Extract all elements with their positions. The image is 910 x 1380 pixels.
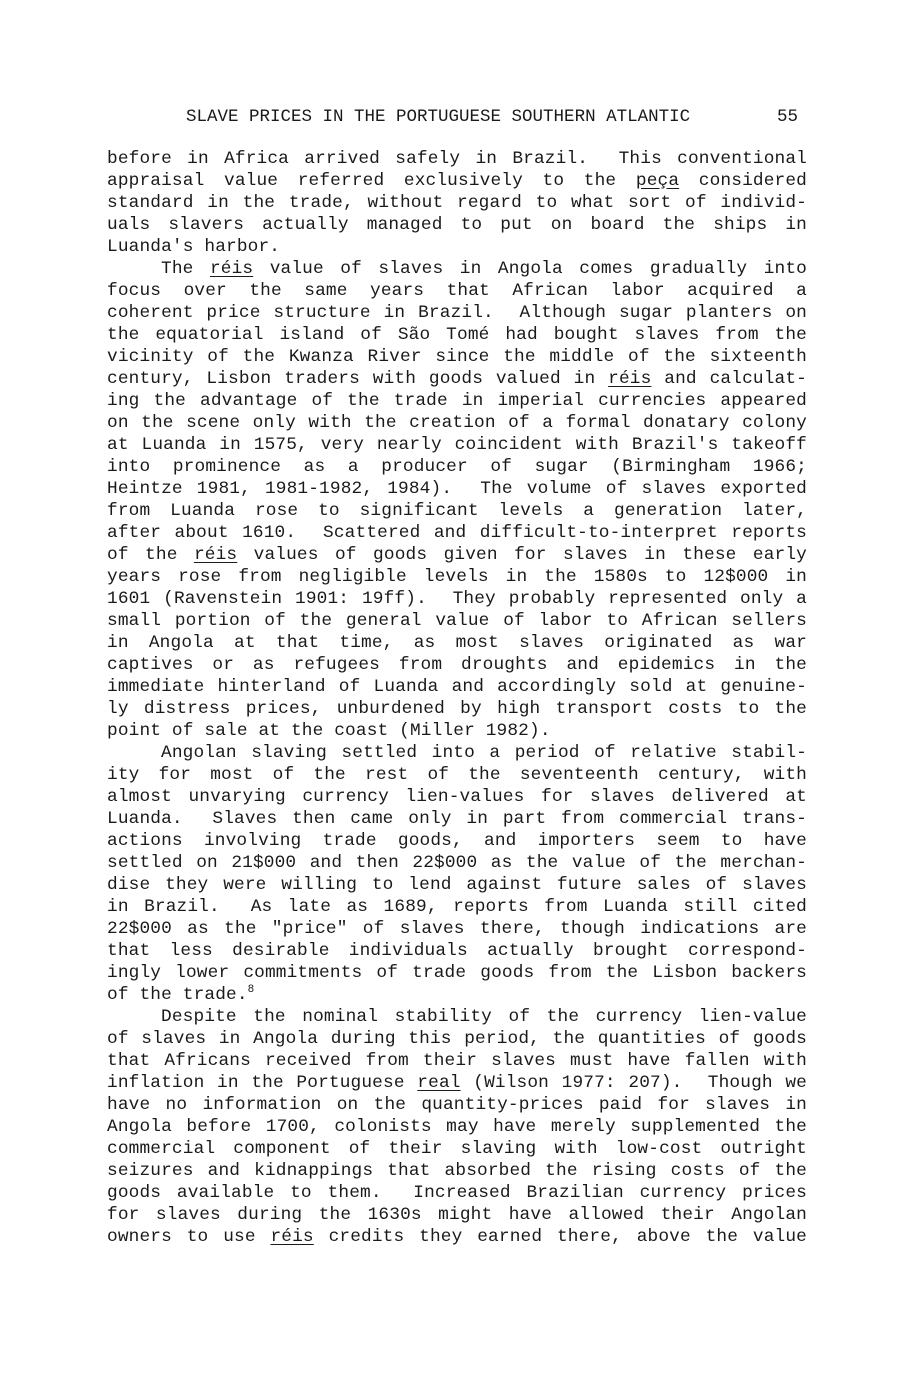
text-line [107, 390, 807, 412]
text-segment: ity for most of the rest of the seventeenth century, with [107, 765, 807, 785]
text-segment: point of sale at the coast (Miller 1982). [107, 721, 551, 741]
text-line [107, 1094, 807, 1116]
underlined-term: réis [270, 1227, 314, 1247]
text-segment: Despite the nominal stability of the currency lien-value [161, 1007, 807, 1027]
text-segment: (Wilson 1977: 207). Though we [460, 1073, 807, 1093]
text-line [107, 324, 807, 346]
text-line [107, 698, 807, 720]
text-segment: ly distress prices, unburdened by high transport costs to the [107, 699, 807, 719]
text-segment: on the scene only with the creation of a formal donatary colony [107, 413, 807, 433]
text-line [107, 1116, 807, 1138]
text-segment: into prominence as a producer of sugar (Birmingham 1966; [107, 457, 807, 477]
text-line [107, 1226, 807, 1248]
text-line [107, 280, 807, 302]
text-line [107, 676, 807, 698]
text-line [107, 786, 807, 808]
text-line [107, 566, 807, 588]
text-segment: actions involving trade goods, and importers seem to have [107, 831, 807, 851]
text-segment: The [161, 259, 210, 279]
text-segment: ing the advantage of the trade in imperial currencies appeared [107, 391, 807, 411]
text-line [107, 1028, 807, 1050]
text-line [107, 1204, 807, 1226]
text-segment: Heintze 1981, 1981-1982, 1984). The volume of slaves exported [107, 479, 807, 499]
text-line [107, 236, 807, 258]
underlined-term: réis [209, 259, 254, 279]
text-line [107, 808, 807, 830]
text-segment: seizures and kidnappings that absorbed the rising costs of the [107, 1161, 807, 1181]
text-line [107, 412, 807, 434]
underlined-term: réis [193, 545, 238, 565]
text-line [107, 874, 807, 896]
text-line [107, 918, 807, 940]
text-line [107, 742, 807, 764]
text-segment: focus over the same years that African labor acquired a [107, 281, 807, 301]
text-segment: almost unvarying currency lien-values for slaves delivered at [107, 787, 807, 807]
text-line [107, 588, 807, 610]
underlined-term: real [417, 1073, 461, 1093]
text-segment: from Luanda rose to significant levels a generation later, [107, 501, 807, 521]
text-segment: value of slaves in Angola comes gradually into [253, 259, 807, 279]
text-line [107, 1006, 807, 1028]
text-line [107, 654, 807, 676]
text-line [107, 544, 807, 566]
text-segment: captives or as refugees from droughts and epidemics in the [107, 655, 807, 675]
text-segment: have no information on the quantity-prices paid for slaves in [107, 1095, 807, 1115]
text-segment: coherent price structure in Brazil. Although sugar planters on [107, 303, 807, 323]
text-line [107, 1160, 807, 1182]
text-segment: before in Africa arrived safely in Brazil. This conventional [107, 149, 807, 169]
text-segment: values of goods given for slaves in these early [237, 545, 807, 565]
text-line [107, 456, 807, 478]
text-segment: uals slavers actually managed to put on board the ships in [107, 215, 807, 235]
text-line [107, 830, 807, 852]
running-header [186, 104, 798, 130]
text-line [107, 962, 807, 984]
underlined-term: peça [635, 171, 680, 191]
text-segment: of the [107, 545, 194, 565]
text-segment: owners to use [107, 1227, 271, 1247]
text-line [107, 1072, 807, 1094]
text-line [107, 852, 807, 874]
text-segment: Angola before 1700, colonists may have merely supplemented the [107, 1117, 807, 1137]
text-segment: years rose from negligible levels in the 1580s to 12$000 in [107, 567, 807, 587]
text-line [107, 984, 807, 1006]
text-segment: commercial component of their slaving with low-cost outright [107, 1139, 807, 1159]
body-text [107, 148, 807, 1248]
text-line [107, 940, 807, 962]
text-segment: considered [679, 171, 807, 191]
text-line [107, 500, 807, 522]
text-line [107, 434, 807, 456]
text-line [107, 148, 807, 170]
text-segment: dise they were willing to lend against future sales of slaves [107, 875, 807, 895]
text-line [107, 632, 807, 654]
text-line [107, 258, 807, 280]
text-segment: that less desirable individuals actually brought correspond- [107, 941, 807, 961]
text-line [107, 302, 807, 324]
text-line [107, 170, 807, 192]
text-segment: and calculat- [651, 369, 807, 389]
text-line [107, 1050, 807, 1072]
text-line [107, 214, 807, 236]
text-line [107, 896, 807, 918]
text-segment: appraisal value referred exclusively to the [107, 171, 636, 191]
page-number: 55 [776, 107, 798, 127]
text-segment: Luanda. Slaves then came only in part from commercial trans- [107, 809, 807, 829]
text-segment: 1601 (Ravenstein 1901: 19ff). They probably represented only a [107, 589, 807, 609]
text-segment: immediate hinterland of Luanda and accordingly sold at genuine- [107, 677, 807, 697]
text-segment: that Africans received from their slaves must have fallen with [107, 1051, 807, 1071]
text-segment: inflation in the Portuguese [107, 1073, 418, 1093]
text-segment: in Brazil. As late as 1689, reports from Luanda still cited [107, 897, 807, 917]
text-segment: in Angola at that time, as most slaves originated as war [107, 633, 807, 653]
text-line [107, 478, 807, 500]
text-segment: of slaves in Angola during this period, the quantities of goods [107, 1029, 807, 1049]
text-segment: for slaves during the 1630s might have allowed their Angolan [107, 1205, 807, 1225]
underlined-term: réis [608, 369, 652, 389]
text-segment: ingly lower commitments of trade goods from the Lisbon backers [107, 963, 807, 983]
text-line [107, 192, 807, 214]
footnote-marker: 8 [247, 984, 255, 996]
text-segment: settled on 21$000 and then 22$000 as the value of the merchan- [107, 853, 807, 873]
text-line [107, 346, 807, 368]
text-line [107, 1138, 807, 1160]
text-segment: Angolan slaving settled into a period of relative stabil- [161, 743, 807, 763]
text-segment: 22$000 as the "price" of slaves there, though indications are [107, 919, 807, 939]
text-segment: credits they earned there, above the value [313, 1227, 807, 1247]
text-line [107, 522, 807, 544]
text-segment: small portion of the general value of labor to African sellers [107, 611, 807, 631]
text-segment: goods available to them. Increased Brazilian currency prices [107, 1183, 807, 1203]
running-title: SLAVE PRICES IN THE PORTUGUESE SOUTHERN ATLANTIC [186, 107, 691, 127]
text-segment: of the trade. [107, 985, 248, 1005]
text-segment: after about 1610. Scattered and difficult-to-interpret reports [107, 523, 807, 543]
text-line [107, 720, 807, 742]
text-segment: vicinity of the Kwanza River since the middle of the sixteenth [107, 347, 807, 367]
text-line [107, 1182, 807, 1204]
text-line [107, 610, 807, 632]
text-segment: at Luanda in 1575, very nearly coincident with Brazil's takeoff [107, 435, 807, 455]
text-line [107, 368, 807, 390]
text-line [107, 764, 807, 786]
text-segment: century, Lisbon traders with goods valued in [107, 369, 609, 389]
text-segment: Luanda's harbor. [107, 237, 281, 257]
text-segment: standard in the trade, without regard to what sort of individ- [107, 193, 807, 213]
text-segment: the equatorial island of São Tomé had bought slaves from the [107, 325, 807, 345]
